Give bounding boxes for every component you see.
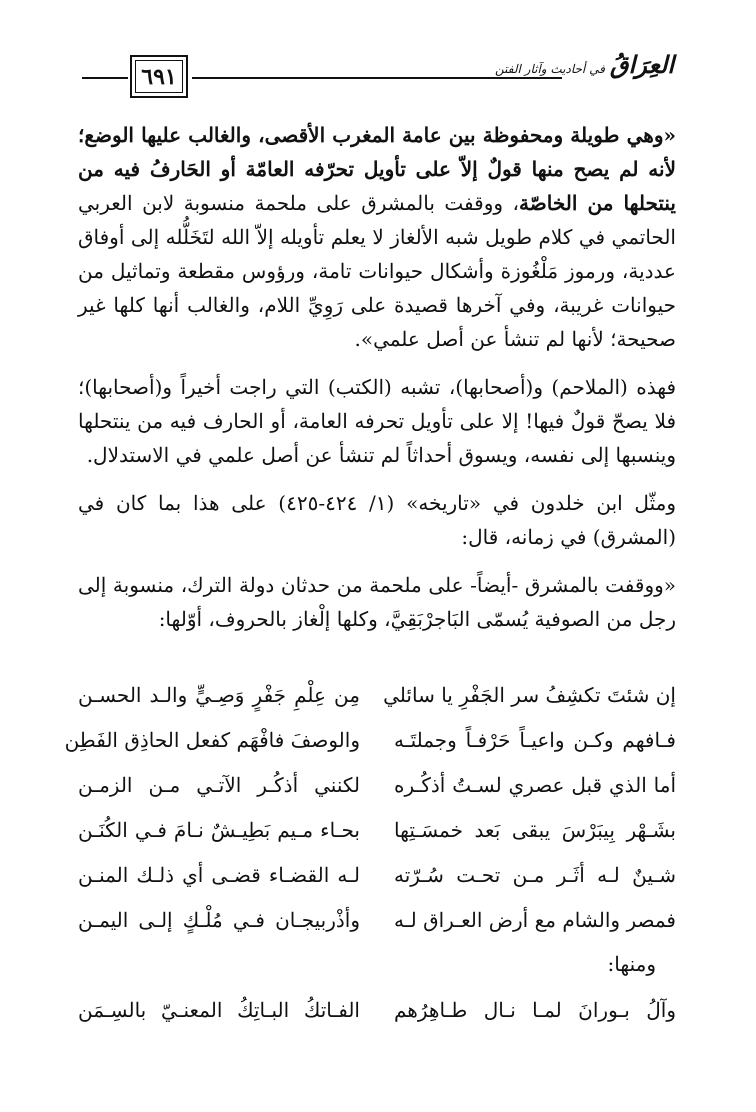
- book-title: العِرَاقُ: [609, 50, 674, 79]
- page-number: ٦٩١: [135, 60, 183, 93]
- book-subtitle: في أحاديث وآثار الفتن: [495, 62, 605, 76]
- paragraph-4: [78, 568, 676, 636]
- header-rule-left: [82, 77, 128, 79]
- poem-verse: [78, 987, 676, 1032]
- verse-second-hemistich: الفـاتكُ البـاتِكُ المعنـيّ بالسِـمَن: [78, 997, 360, 1022]
- poem: [64, 672, 676, 1032]
- poem-continuation-label: ومنها:: [607, 952, 656, 976]
- verse-first-hemistich: بشَـهْر بِيبَرْسَ يبقى بَعد خمسَـتِها: [394, 817, 676, 842]
- verse-first-hemistich: أما الذي قبل عصري لسـتُ أذكُـره: [394, 772, 676, 797]
- verse-second-hemistich: لكنني أذكُـر الآتـي مـن الزمـن: [78, 772, 360, 797]
- verse-second-hemistich: والوصفَ فافْهَم كفعل الحاذِق الفَطِن: [64, 727, 360, 752]
- verse-first-hemistich: فمصر والشام مع أرض العـراق لـه: [394, 907, 676, 932]
- poem-verse: [78, 672, 676, 717]
- poem-verse: [78, 762, 676, 807]
- page-header: [82, 50, 674, 105]
- paragraph-3: [78, 486, 676, 554]
- poem-verse: [78, 852, 676, 897]
- poem-verse: [78, 807, 676, 852]
- quote-segment: الوضع؛ لأنه لم يصح منها قولٌ إلاّ على تأويل تحرّفه العامّة أو الحَارفُ فيه من ينتحلها من الخاصّة: [78, 123, 676, 215]
- verse-second-hemistich: وأذْربيجـان فـي مُلْـكٍ إلـى اليمـن: [78, 907, 360, 932]
- book-title-header: [484, 50, 674, 100]
- verse-first-hemistich: إن شئتَ تكشِفُ سر الجَفْرِ يا سائلي: [383, 682, 676, 707]
- verse-second-hemistich: لـه القضـاء قضـى أي ذلـك المنـن: [78, 862, 360, 887]
- verse-first-hemistich: شـينٌ لـه أثَـر مـن تحـت سُـرّته: [394, 862, 676, 887]
- paragraph-text: «ووقفت بالمشرق -أيضاً- على ملحمة من حدثان دولة الترك، منسوبة إلى رجل من الصوفية يُسمّى البَاجرْبَقِيَّ، وكلها إلْغاز بالحروف، أوّلها:: [78, 573, 676, 631]
- verse-second-hemistich: مِن عِلْمِ جَفْرٍ وَصِـيٍّ والـد الحسـن: [78, 682, 360, 707]
- main-text: [78, 118, 676, 636]
- quote-segment: ، ووقفت بالمشرق على ملحمة منسوبة لابن العربي الحاتمي في كلام طويل شبه الألغاز لا يعلم تأويله إلاّ الله لتَخَلُّله إلى أوفاق عددية، ورموز مَلْغُوزة وأشكال حيوانات تامة، ورؤوس مقطعة وتماثيل من حيوانات غريبة، وفي آخرها قصيدة على رَوِيِّ اللام، والغالب أنها كلها غير صحيحة؛ لأنها لم تنشأ عن أصل علمي».: [78, 191, 676, 351]
- paragraph-text: فهذه (الملاحم) و(أصحابها)، تشبه (الكتب) التي راجت أخيراً و(أصحابها)؛ فلا يصحّ قولٌ فيها! إلا على تأويل تحرفه العامة، أو الحارف فيه من ينتحلها وينسبها إلى نفسه، ويسوق أحداثاً لم تنشأ عن أصل علمي في الاستدلال.: [78, 375, 676, 467]
- paragraph-text: ومثّل ابن خلدون في «تاريخه» (١/ ٤٢٤-٤٢٥) على هذا بما كان في (المشرق) في زمانه، قال:: [78, 491, 676, 549]
- verse-first-hemistich: فـافهم وكـن واعيـاً حَرْفـاً وجملتَـه: [394, 727, 676, 752]
- verse-first-hemistich: وآلُ بـورانَ لمـا نـال طـاهِرُهم: [394, 997, 676, 1022]
- poem-verse: [78, 897, 676, 942]
- quote-segment: «وهي طويلة ومحفوظة بين عامة المغرب الأقصى، والغالب عليها: [133, 123, 676, 147]
- verse-second-hemistich: بحـاء مـيم بَطِيـشٌ نـامَ فـي الكُنَـن: [78, 817, 360, 842]
- poem-verse: [64, 717, 676, 762]
- paragraph-2: [78, 370, 676, 472]
- paragraph-1: [78, 118, 676, 356]
- page-number-box: [130, 55, 188, 98]
